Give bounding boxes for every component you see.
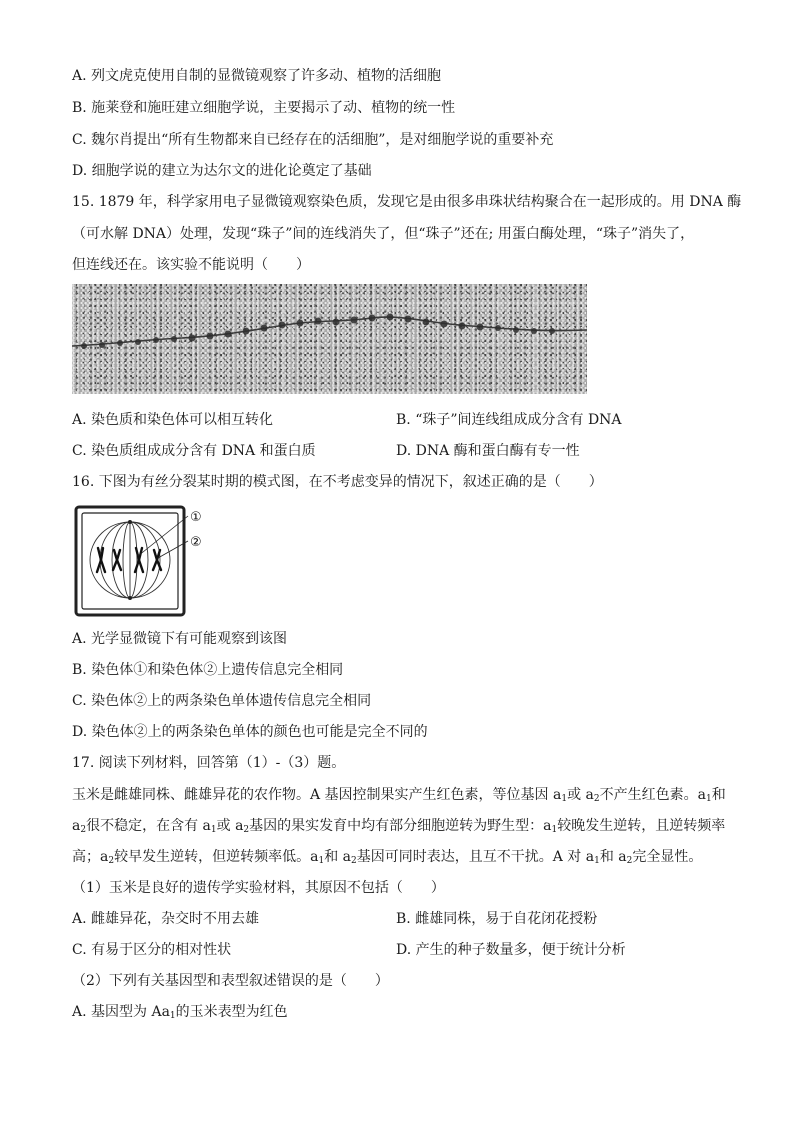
q15-option-c: C. 染色质组成成分含有 DNA 和蛋白质 [72,443,316,459]
q16-option-c: C. 染色体②上的两条染色单体遗传信息完全相同 [72,693,372,709]
metaphase-cell-figure [72,504,222,620]
q15-stem-line2: （可水解 DNA）处理，发现“珠子”间的连线消失了，但“珠子”还在; 用蛋白酶处理，“珠子”消失了， [72,226,695,242]
q15-option-b: B. “珠子”间连线组成成分含有 DNA [396,412,622,428]
q14-option-d: D. 细胞学说的建立为达尔文的进化论奠定了基础 [72,163,372,179]
q16-option-b: B. 染色体①和染色体②上遗传信息完全相同 [72,662,344,678]
chromatin-micrograph [72,284,587,394]
q16-option-d: D. 染色体②上的两条染色单体的颜色也可能是完全不同的 [72,724,428,740]
q17-material-line2: $a_2$很不稳定，在含有 $a_1$或 $a_2$基因的果实发育中均有部分细胞逆转为野生型：$a_1$较晚发生逆转，且逆转频率 [72,818,726,835]
q16-stem: 16. 下图为有丝分裂某时期的模式图，在不考虑变异的情况下，叙述正确的是（ ） [72,474,603,490]
q14-option-a: A. 列文虎克使用自制的显微镜观察了许多动、植物的活细胞 [72,68,442,84]
mitosis-diagram [72,504,222,620]
q14-option-c: C. 魏尔肖提出“所有生物都来自已经存在的活细胞”，是对细胞学说的重要补充 [72,132,554,148]
q15-option-d: D. DNA 酶和蛋白酶有专一性 [396,443,580,459]
q17-material-line3: 高；$a_2$较早发生逆转，但逆转频率低。$a_1$和 $a_2$基因可同时表达，且互不干扰。A 对 $a_1$和 $a_2$完全显性。 [72,849,703,866]
q15-option-a: A. 染色质和染色体可以相互转化 [72,412,274,428]
q14-option-b: B. 施莱登和施旺建立细胞学说，主要揭示了动、植物的统一性 [72,100,456,116]
label-chromosome-1: ① [190,510,202,525]
q17-part1-option-d: D. 产生的种子数量多，便于统计分析 [396,942,626,958]
q17-stem: 17. 阅读下列材料，回答第（1）-（3）题。 [72,755,346,771]
q17-part1-option-b: B. 雌雄同株，易于自花闭花授粉 [396,911,598,927]
q17-part2-stem: （2）下列有关基因型和表型叙述错误的是（ ） [72,973,389,989]
q16-option-a: A. 光学显微镜下有可能观察到该图 [72,631,288,647]
bead-chain-image [72,284,587,394]
q17-part2-option-a: A. 基因型为 $Aa_1$的玉米表型为红色 [72,1004,288,1021]
q17-part1-stem: （1）玉米是良好的遗传学实验材料，其原因不包括（ ） [72,880,445,896]
q15-stem-line1: 15. 1879 年，科学家用电子显微镜观察染色质，发现它是由很多串珠状结构聚合在一起形成的。用 DNA 酶 [72,194,742,210]
q17-material-line1: 玉米是雌雄同株、雌雄异花的农作物。A 基因控制果实产生红色素，等位基因 $a_1$或 $a_2$不产生红色素。$a_1$和 [72,787,726,804]
q15-stem-line3: 但连线还在。该实验不能说明（ ） [72,257,310,273]
q17-part1-option-c: C. 有易于区分的相对性状 [72,942,232,958]
q17-part1-option-a: A. 雌雄异花，杂交时不用去雄 [72,911,260,927]
label-chromosome-2: ② [190,535,202,550]
